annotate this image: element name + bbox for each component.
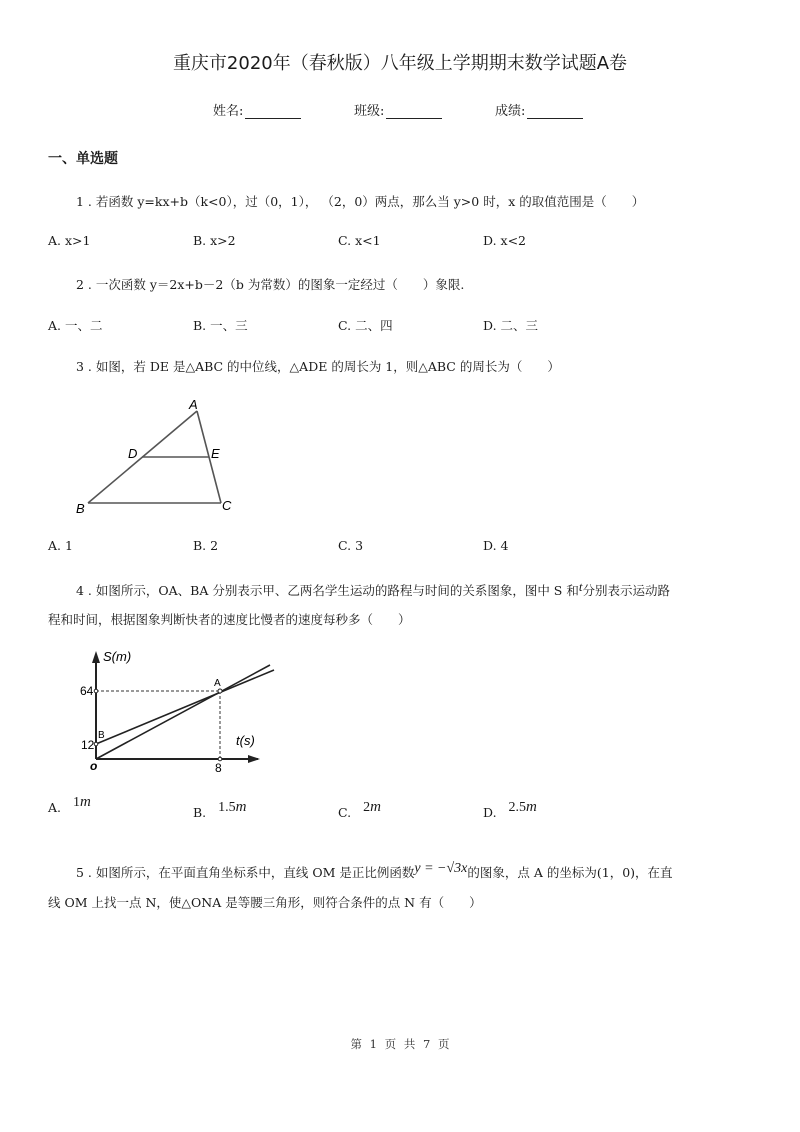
q4-option-b-unit: m (235, 799, 247, 815)
q3-option-c[interactable]: C. 3 (338, 538, 364, 553)
point-b-label: B (98, 730, 105, 741)
q4-option-a-unit: m (80, 794, 91, 810)
q1-option-d[interactable]: D. x<2 (483, 233, 526, 248)
point-a (218, 689, 222, 693)
label-a: A (189, 397, 198, 412)
label-d: D (128, 446, 138, 461)
score-field[interactable] (495, 100, 583, 119)
q4-option-d-unit: m (526, 799, 537, 815)
x-axis-label: t(s) (236, 733, 255, 748)
q4-option-b[interactable] (193, 799, 247, 822)
q1-option-c[interactable]: C. x<1 (338, 233, 381, 248)
q4-option-a-value: 1 (73, 795, 80, 810)
name-label: 姓名: (213, 104, 244, 119)
q1-option-b[interactable]: B. x>2 (193, 233, 236, 248)
label-b: B (76, 501, 85, 516)
y-axis-arrow (92, 651, 100, 663)
q5-text-b: 的图象，点 A 的坐标为(1，0)，在直 (467, 865, 673, 880)
class-label: 班级: (354, 104, 385, 119)
y-tick-64: 64 (80, 684, 94, 698)
tick-64-marker (94, 689, 98, 693)
q4-option-c[interactable] (338, 799, 381, 822)
q2-option-d[interactable]: D. 二、三 (483, 318, 539, 333)
score-blank[interactable] (527, 105, 583, 119)
q4-option-d-letter: D. (483, 805, 497, 820)
point-b (94, 742, 98, 746)
q4-option-d-value: 2.5 (508, 800, 527, 815)
q2-option-a[interactable]: A. 一、二 (48, 318, 103, 333)
q4-t-symbol: t (578, 579, 583, 594)
q1-option-a[interactable]: A. x>1 (48, 233, 91, 248)
score-label: 成绩: (495, 104, 526, 119)
q2-option-b[interactable]: B. 一、三 (193, 318, 248, 333)
q4-option-d[interactable] (483, 799, 537, 822)
q3-option-a[interactable]: A. 1 (48, 538, 73, 553)
question-4-line-2: 程和时间，根据图象判断快者的速度比慢者的速度每秒多（ ） (48, 612, 411, 627)
question-4-line-1 (76, 579, 670, 599)
y-axis-label: S(m) (103, 649, 132, 664)
page-footer: 第 1 页 共 7 页 (350, 1037, 450, 1051)
q4-option-b-value: 1.5 (218, 800, 236, 815)
distance-time-graph (78, 645, 278, 773)
q3-option-b[interactable]: B. 2 (193, 538, 219, 553)
label-c: C (222, 498, 232, 513)
label-e: E (211, 446, 220, 461)
section-title: 一、单选题 (48, 151, 118, 167)
q4-option-a[interactable] (48, 794, 91, 817)
q4-option-a-letter: A. (48, 800, 62, 815)
class-field[interactable] (354, 100, 442, 119)
triangle-figure (72, 395, 242, 520)
question-5-line-2: 线 OM 上找一点 N，使△ONA 是等腰三角形，则符合条件的点 N 有（ ） (48, 895, 482, 910)
x-tick-8: 8 (215, 761, 222, 773)
class-blank[interactable] (386, 105, 442, 119)
question-1-text: 1 . 若函数 y=kx+b（k<0），过（0，1）， （2，0）两点，那么当 y>0 时，x 的取值范围是（ ） (76, 194, 645, 209)
q4-option-b-letter: B. (193, 805, 207, 820)
q4-option-c-unit: m (370, 799, 381, 815)
name-blank[interactable] (245, 105, 301, 119)
x-axis-arrow (248, 755, 260, 763)
q2-option-c[interactable]: C. 二、四 (338, 318, 393, 333)
origin-label: o (90, 759, 98, 773)
question-2-text: 2 . 一次函数 y＝2x+b－2（b 为常数）的图象一定经过（ ）象限. (76, 277, 465, 292)
page-title: 重庆市2020年（春秋版）八年级上学期期末数学试题A卷 (172, 53, 628, 74)
question-3-text: 3 . 如图，若 DE 是△ABC 的中位线，△ADE 的周长为 1，则△ABC 的周长为（ ） (76, 359, 560, 374)
q3-option-d[interactable]: D. 4 (483, 538, 509, 553)
q5-formula: y = −√3x (414, 861, 468, 876)
question-5-line-1 (76, 863, 673, 882)
q4-text-a: 4 . 如图所示，OA、BA 分别表示甲、乙两名学生运动的路程与时间的关系图象，图中 S 和 (76, 583, 579, 598)
q5-text-a: 5 . 如图所示，在平面直角坐标系中，直线 OM 是正比例函数 (76, 865, 415, 880)
y-tick-12: 12 (81, 738, 95, 752)
point-a-label: A (214, 678, 221, 689)
name-field[interactable] (213, 100, 301, 119)
q4-text-b: 分别表示运动路 (582, 583, 670, 598)
q4-option-c-value: 2 (363, 800, 371, 815)
q4-option-c-letter: C. (338, 805, 352, 820)
